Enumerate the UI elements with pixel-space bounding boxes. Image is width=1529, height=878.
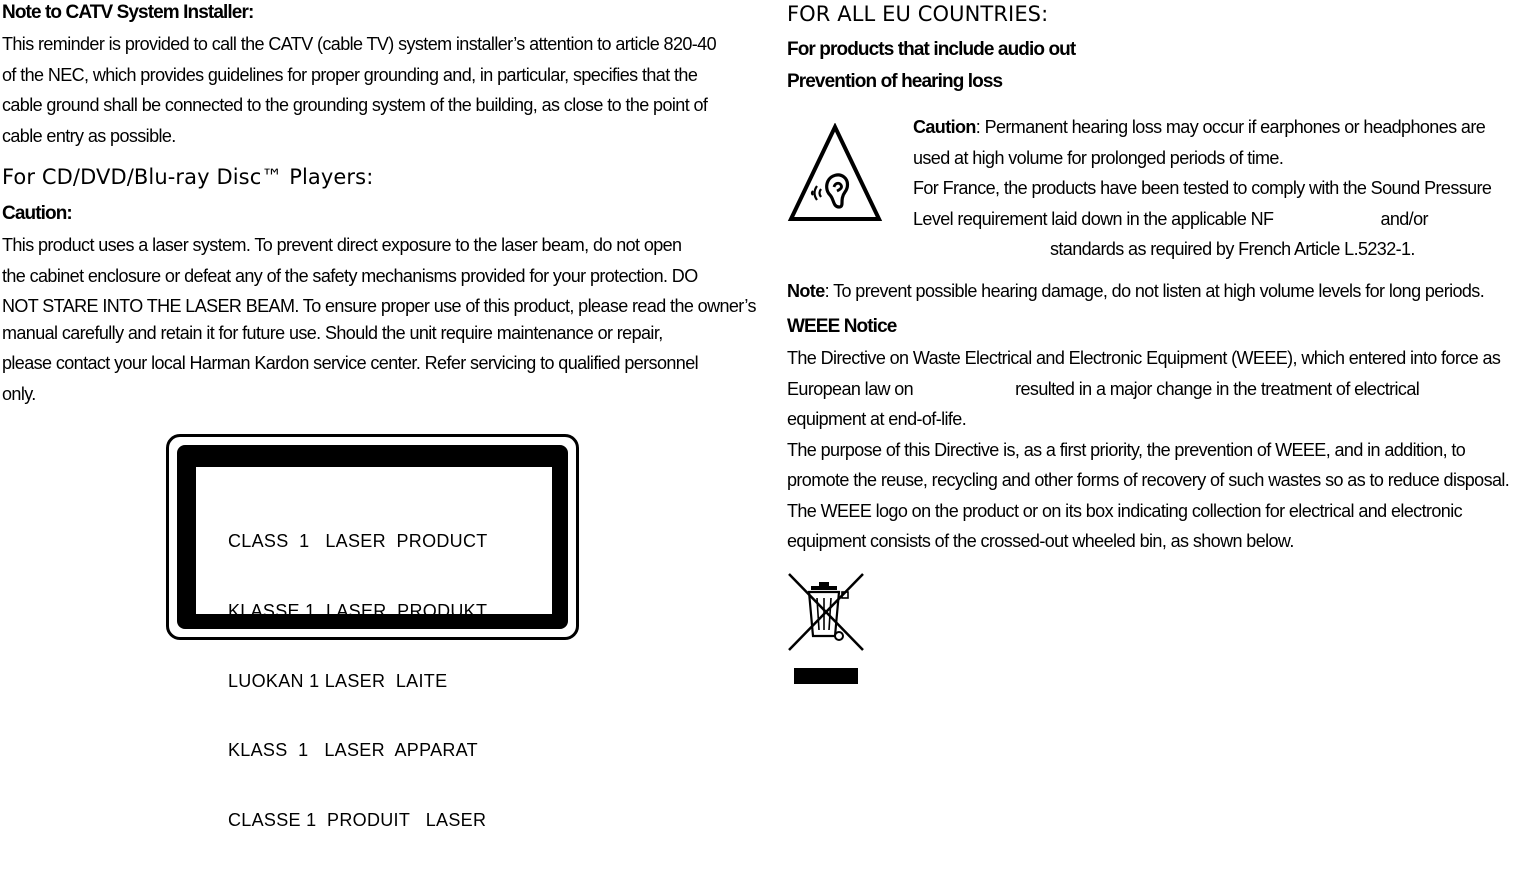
weee-line: The Directive on Waste Electrical and Electronic Equipment (WEEE), which entered into force as xyxy=(787,348,1501,368)
france-line: standards as required by French Article L.5232-1. xyxy=(1050,239,1415,259)
caution-line: the cabinet enclosure or defeat any of the safety mechanisms provided for your protection. DO xyxy=(2,265,698,286)
caution-hearing-line xyxy=(913,112,1491,143)
purpose-line: The purpose of this Directive is, as a first priority, the prevention of WEEE, and in addition, to xyxy=(787,439,1466,460)
laser-label-line: LUOKAN 1 LASER LAITE xyxy=(228,670,448,691)
catv-line: This reminder is provided to call the CATV (cable TV) system installer’s attention to article 820-40 xyxy=(2,34,717,54)
audio-heading: For products that include audio out xyxy=(787,39,1076,60)
catv-line: cable ground shall be connected to the grounding system of the building, as close to the point of xyxy=(2,95,708,115)
caution-line: This product uses a laser system. To prevent direct exposure to the laser beam, do not open xyxy=(2,235,682,255)
caution-paragraph xyxy=(2,230,756,409)
note-line xyxy=(787,276,1484,307)
purpose-line: equipment consists of the crossed-out wheeled bin, as shown below. xyxy=(787,531,1294,551)
weee-paragraph xyxy=(787,343,1509,557)
catv-line: of the NEC, which provides guidelines for proper grounding and, in particular, specifies that the xyxy=(2,64,698,85)
caution-line: please contact your local Harman Kardon service center. Refer servicing to qualified personnel xyxy=(2,353,698,373)
laser-label-text xyxy=(228,484,488,878)
weee-line xyxy=(787,374,1509,405)
france-line: For France, the products have been tested to comply with the Sound Pressure xyxy=(913,178,1492,198)
laser-class-label xyxy=(166,434,579,830)
laser-label-frame xyxy=(177,445,568,830)
hearing-heading: Prevention of hearing loss xyxy=(787,71,1003,92)
caution-hearing-line: used at high volume for prolonged periods of time. xyxy=(913,147,1284,168)
catv-paragraph xyxy=(2,29,716,151)
catv-line: cable entry as possible. xyxy=(2,125,176,146)
crossed-out-wheeled-bin-icon xyxy=(787,572,865,652)
caution-hearing-text: : Permanent hearing loss may occur if earphones or headphones are xyxy=(975,117,1486,137)
france-line-part: Level requirement laid down in the applicable NF xyxy=(913,208,1274,229)
note-text: : To prevent possible hearing damage, do not listen at high volume levels for long periods. xyxy=(824,281,1485,301)
hearing-warning-icon xyxy=(787,123,883,223)
eu-heading: FOR ALL EU COUNTRIES: xyxy=(787,2,1049,26)
weee-line: equipment at end-of-life. xyxy=(787,409,967,429)
weee-line-part: European law on xyxy=(787,378,914,399)
weee-heading: WEEE Notice xyxy=(787,316,897,337)
weee-line-part: resulted in a major change in the treatment of electrical xyxy=(1015,378,1420,399)
laser-label-line: KLASS 1 LASER APPARAT xyxy=(228,740,478,761)
caution-line: only. xyxy=(2,383,36,404)
players-heading: For CD/DVD/Blu-ray Disc™ Players: xyxy=(2,165,374,189)
caution-line: NOT STARE INTO THE LASER BEAM. To ensure proper use of this product, please read the owner’s xyxy=(2,296,756,316)
laser-label-line: CLASS 1 LASER PRODUCT xyxy=(228,531,488,552)
caution-hearing-paragraph xyxy=(913,112,1491,265)
purpose-line: promote the reuse, recycling and other forms of recovery of such wastes so as to reduce disposal. xyxy=(787,470,1510,490)
catv-heading: Note to CATV System Installer: xyxy=(2,2,254,23)
laser-label-line: CLASSE 1 PRODUIT LASER xyxy=(228,809,487,830)
france-line xyxy=(913,204,1491,235)
caution-heading: Caution: xyxy=(2,203,72,224)
laser-label-line: KLASSE 1 LASER PRODUKT xyxy=(228,601,488,622)
caution-hearing-label: Caution xyxy=(913,117,976,137)
black-bar xyxy=(794,668,858,684)
laser-label-box xyxy=(196,467,552,830)
note-label: Note xyxy=(787,281,825,301)
france-line-part: and/or xyxy=(1380,208,1428,229)
purpose-line: The WEEE logo on the product or on its box indicating collection for electrical and electronic xyxy=(787,500,1462,521)
caution-line: manual carefully and retain it for future use. Should the unit require maintenance or repair, xyxy=(2,322,663,343)
